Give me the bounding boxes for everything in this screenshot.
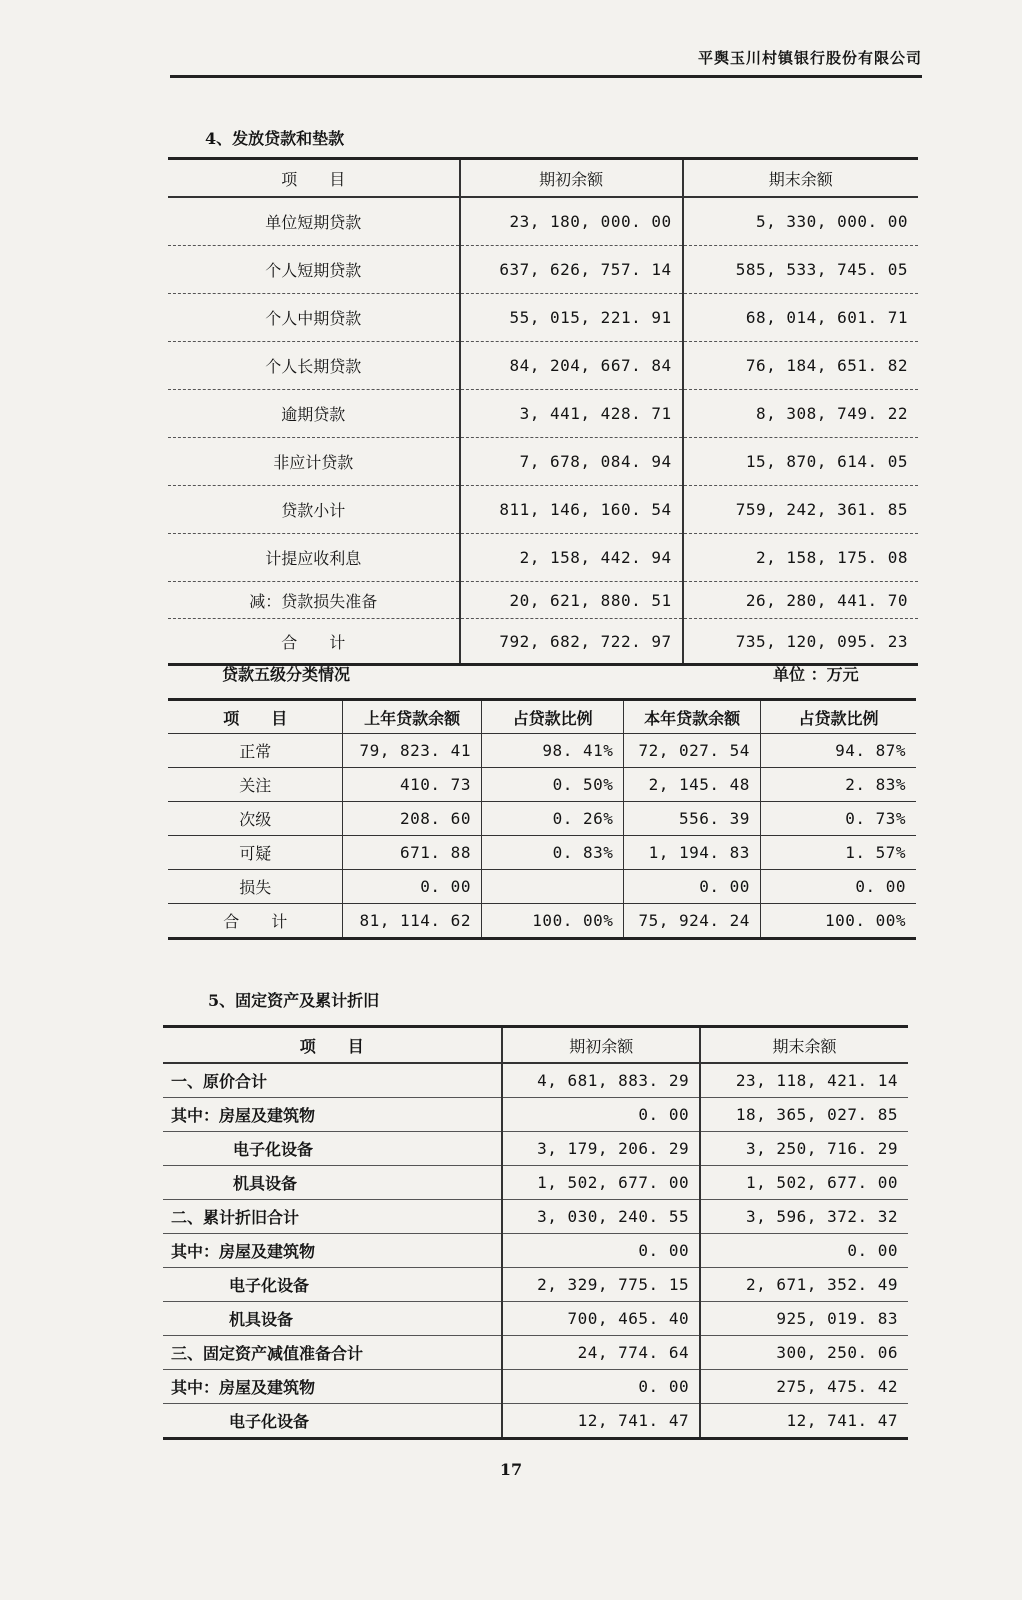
row-label: 其中：房屋及建筑物 [163, 1370, 502, 1404]
row-label: 其中：房屋及建筑物 [163, 1234, 502, 1268]
table-row [168, 438, 918, 486]
column-header: 期初余额 [460, 159, 683, 198]
closing-balance: 1, 502, 677. 00 [700, 1166, 908, 1200]
current-balance: 0. 00 [624, 870, 761, 904]
current-ratio: 0. 73% [760, 802, 916, 836]
closing-balance: 925, 019. 83 [700, 1302, 908, 1336]
current-ratio: 0. 00 [760, 870, 916, 904]
row-label: 机具设备 [163, 1166, 502, 1200]
closing-balance: 275, 475. 42 [700, 1370, 908, 1404]
column-header: 上年贷款余额 [343, 700, 482, 734]
column-header: 占贷款比例 [481, 700, 623, 734]
prior-ratio [481, 870, 623, 904]
prior-balance: 79, 823. 41 [343, 734, 482, 768]
opening-balance: 2, 329, 775. 15 [502, 1268, 700, 1302]
closing-balance: 735, 120, 095. 23 [683, 619, 918, 665]
opening-balance: 84, 204, 667. 84 [460, 342, 683, 390]
column-header: 期末余额 [700, 1027, 908, 1064]
opening-balance: 700, 465. 40 [502, 1302, 700, 1336]
table-row [163, 1370, 908, 1404]
table-header-row [168, 700, 916, 734]
closing-balance: 2, 158, 175. 08 [683, 534, 918, 582]
opening-balance: 4, 681, 883. 29 [502, 1063, 700, 1098]
closing-balance: 12, 741. 47 [700, 1404, 908, 1439]
table-row [168, 870, 916, 904]
closing-balance: 0. 00 [700, 1234, 908, 1268]
closing-balance: 2, 671, 352. 49 [700, 1268, 908, 1302]
current-ratio: 2. 83% [760, 768, 916, 802]
table-header-row [168, 159, 918, 198]
current-balance: 556. 39 [624, 802, 761, 836]
row-label: 合 计 [168, 619, 460, 665]
table-row [168, 486, 918, 534]
opening-balance: 811, 146, 160. 54 [460, 486, 683, 534]
closing-balance: 68, 014, 601. 71 [683, 294, 918, 342]
prior-ratio: 98. 41% [481, 734, 623, 768]
unit-label: 单位 ：万元 [773, 665, 859, 684]
table-row [168, 246, 918, 294]
closing-balance: 15, 870, 614. 05 [683, 438, 918, 486]
closing-balance: 759, 242, 361. 85 [683, 486, 918, 534]
closing-balance: 8, 308, 749. 22 [683, 390, 918, 438]
prior-balance: 81, 114. 62 [343, 904, 482, 939]
closing-balance: 3, 596, 372. 32 [700, 1200, 908, 1234]
opening-balance: 0. 00 [502, 1098, 700, 1132]
row-label: 单位短期贷款 [168, 197, 460, 246]
column-header: 占贷款比例 [760, 700, 916, 734]
table-row [163, 1302, 908, 1336]
table-row [168, 197, 918, 246]
table-row [168, 342, 918, 390]
table-row [168, 294, 918, 342]
opening-balance: 792, 682, 722. 97 [460, 619, 683, 665]
opening-balance: 637, 626, 757. 14 [460, 246, 683, 294]
table-row [163, 1200, 908, 1234]
row-label: 个人长期贷款 [168, 342, 460, 390]
opening-balance: 3, 179, 206. 29 [502, 1132, 700, 1166]
opening-balance: 55, 015, 221. 91 [460, 294, 683, 342]
table-row [168, 534, 918, 582]
row-label: 电子化设备 [163, 1268, 502, 1302]
page-number: 17 [499, 1460, 523, 1479]
column-header: 项 目 [168, 159, 460, 198]
current-ratio: 1. 57% [760, 836, 916, 870]
opening-balance: 3, 030, 240. 55 [502, 1200, 700, 1234]
table-row [168, 836, 916, 870]
prior-balance: 410. 73 [343, 768, 482, 802]
opening-balance: 3, 441, 428. 71 [460, 390, 683, 438]
table-row [163, 1268, 908, 1302]
opening-balance: 2, 158, 442. 94 [460, 534, 683, 582]
row-label: 电子化设备 [163, 1132, 502, 1166]
loans-table [168, 157, 918, 666]
row-label: 二、累计折旧合计 [163, 1200, 502, 1234]
opening-balance: 0. 00 [502, 1234, 700, 1268]
table-row [168, 582, 918, 619]
row-label: 可疑 [168, 836, 343, 870]
current-ratio: 100. 00% [760, 904, 916, 939]
classification-title: 贷款五级分类情况 [222, 665, 351, 684]
company-name: 平舆玉川村镇银行股份有限公司 [697, 49, 922, 67]
row-label: 个人短期贷款 [168, 246, 460, 294]
fixed-assets-table [163, 1025, 908, 1440]
header-rule [170, 75, 922, 78]
closing-balance: 585, 533, 745. 05 [683, 246, 918, 294]
closing-balance: 5, 330, 000. 00 [683, 197, 918, 246]
row-label: 合 计 [168, 904, 343, 939]
table-total-row [168, 619, 918, 665]
prior-ratio: 100. 00% [481, 904, 623, 939]
table-row [168, 734, 916, 768]
column-header: 期末余额 [683, 159, 918, 198]
opening-balance: 20, 621, 880. 51 [460, 582, 683, 619]
closing-balance: 23, 118, 421. 14 [700, 1063, 908, 1098]
table-row [163, 1098, 908, 1132]
table-row [163, 1132, 908, 1166]
closing-balance: 18, 365, 027. 85 [700, 1098, 908, 1132]
closing-balance: 76, 184, 651. 82 [683, 342, 918, 390]
table-row [168, 768, 916, 802]
prior-balance: 671. 88 [343, 836, 482, 870]
fixed-assets-title: 5、固定资产及累计折旧 [208, 991, 380, 1010]
row-label: 次级 [168, 802, 343, 836]
table-row [163, 1234, 908, 1268]
current-balance: 75, 924. 24 [624, 904, 761, 939]
row-label: 逾期贷款 [168, 390, 460, 438]
opening-balance: 23, 180, 000. 00 [460, 197, 683, 246]
loans-section-title: 4、发放贷款和垫款 [205, 129, 345, 148]
current-ratio: 94. 87% [760, 734, 916, 768]
prior-ratio: 0. 26% [481, 802, 623, 836]
row-label: 贷款小计 [168, 486, 460, 534]
table-row [163, 1166, 908, 1200]
closing-balance: 3, 250, 716. 29 [700, 1132, 908, 1166]
column-header: 项 目 [163, 1027, 502, 1064]
opening-balance: 0. 00 [502, 1370, 700, 1404]
opening-balance: 24, 774. 64 [502, 1336, 700, 1370]
classification-table [168, 698, 916, 940]
row-label: 非应计贷款 [168, 438, 460, 486]
table-row [168, 802, 916, 836]
closing-balance: 26, 280, 441. 70 [683, 582, 918, 619]
table-row [168, 390, 918, 438]
table-header-row [163, 1027, 908, 1064]
table-row [163, 1336, 908, 1370]
row-label: 一、原价合计 [163, 1063, 502, 1098]
table-row [163, 1404, 908, 1439]
row-label: 计提应收利息 [168, 534, 460, 582]
row-label: 损失 [168, 870, 343, 904]
table-total-row [168, 904, 916, 939]
prior-ratio: 0. 83% [481, 836, 623, 870]
current-balance: 72, 027. 54 [624, 734, 761, 768]
prior-balance: 208. 60 [343, 802, 482, 836]
row-label: 减：贷款损失准备 [168, 582, 460, 619]
opening-balance: 7, 678, 084. 94 [460, 438, 683, 486]
current-balance: 1, 194. 83 [624, 836, 761, 870]
opening-balance: 12, 741. 47 [502, 1404, 700, 1439]
closing-balance: 300, 250. 06 [700, 1336, 908, 1370]
opening-balance: 1, 502, 677. 00 [502, 1166, 700, 1200]
prior-ratio: 0. 50% [481, 768, 623, 802]
row-label: 电子化设备 [163, 1404, 502, 1439]
prior-balance: 0. 00 [343, 870, 482, 904]
table-row [163, 1063, 908, 1098]
column-header: 项 目 [168, 700, 343, 734]
row-label: 个人中期贷款 [168, 294, 460, 342]
row-label: 正常 [168, 734, 343, 768]
row-label: 关注 [168, 768, 343, 802]
current-balance: 2, 145. 48 [624, 768, 761, 802]
row-label: 三、固定资产减值准备合计 [163, 1336, 502, 1370]
row-label: 其中：房屋及建筑物 [163, 1098, 502, 1132]
row-label: 机具设备 [163, 1302, 502, 1336]
column-header: 期初余额 [502, 1027, 700, 1064]
column-header: 本年贷款余额 [624, 700, 761, 734]
